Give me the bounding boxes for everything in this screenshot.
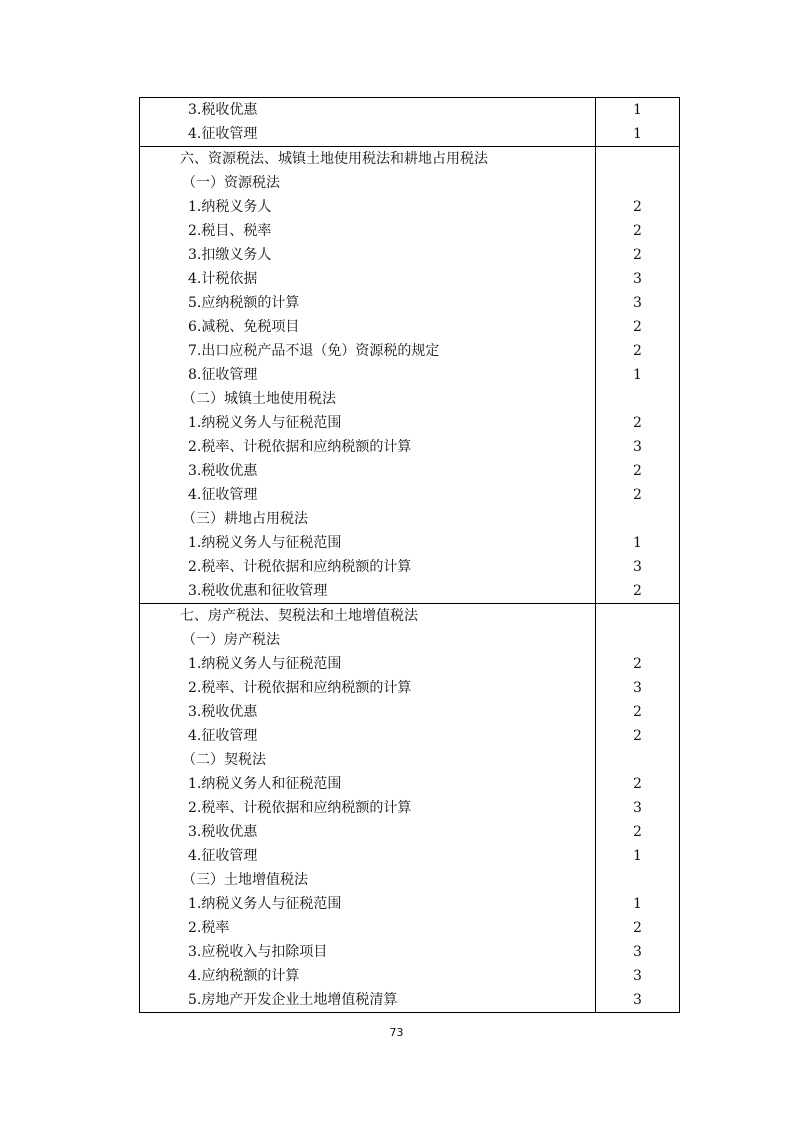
page-number: 73: [389, 1026, 404, 1039]
level-value: 2: [596, 820, 680, 844]
table-row: [140, 411, 680, 435]
item-label: 3.税收优惠: [140, 700, 596, 724]
table-row: [140, 988, 680, 1013]
section-heading: （一）房产税法: [140, 628, 596, 652]
item-label: 6.减税、免税项目: [140, 315, 596, 339]
item-label: 3.税收优惠和征收管理: [140, 579, 596, 604]
item-label: 5.房地产开发企业土地增值税清算: [140, 988, 596, 1013]
level-value: 3: [596, 435, 680, 459]
level-value: 3: [596, 796, 680, 820]
item-label: 4.征收管理: [140, 724, 596, 748]
level-value: [596, 868, 680, 892]
level-value: [596, 147, 680, 172]
item-label: 3.税收优惠: [140, 820, 596, 844]
level-value: 3: [596, 988, 680, 1013]
table-row: [140, 748, 680, 772]
table-row: [140, 868, 680, 892]
level-value: 2: [596, 700, 680, 724]
item-label: 1.纳税义务人和征税范围: [140, 772, 596, 796]
level-value: 2: [596, 652, 680, 676]
table-row: [140, 147, 680, 172]
table-row: [140, 315, 680, 339]
level-value: 2: [596, 243, 680, 267]
item-label: 1.纳税义务人与征税范围: [140, 652, 596, 676]
syllabus-table: [139, 97, 680, 1013]
table-row: [140, 507, 680, 531]
level-value: [596, 604, 680, 629]
item-label: 3.应税收入与扣除项目: [140, 940, 596, 964]
syllabus-table-body: [140, 98, 680, 1013]
item-label: 2.税率、计税依据和应纳税额的计算: [140, 555, 596, 579]
table-row: [140, 676, 680, 700]
item-label: 2.税目、税率: [140, 219, 596, 243]
item-label: 7.出口应税产品不退（免）资源税的规定: [140, 339, 596, 363]
table-row: [140, 940, 680, 964]
level-value: 2: [596, 459, 680, 483]
level-value: [596, 387, 680, 411]
table-row: [140, 892, 680, 916]
table-row: [140, 820, 680, 844]
level-value: 3: [596, 940, 680, 964]
table-row: [140, 243, 680, 267]
table-row: [140, 435, 680, 459]
level-value: [596, 171, 680, 195]
level-value: 2: [596, 724, 680, 748]
table-row: [140, 459, 680, 483]
level-value: 3: [596, 676, 680, 700]
item-label: 4.应纳税额的计算: [140, 964, 596, 988]
table-row: [140, 700, 680, 724]
level-value: [596, 748, 680, 772]
chapter-heading: 七、房产税法、契税法和土地增值税法: [140, 604, 596, 629]
table-row: [140, 267, 680, 291]
level-value: 2: [596, 916, 680, 940]
table-row: [140, 219, 680, 243]
level-value: 3: [596, 555, 680, 579]
table-row: [140, 363, 680, 387]
table-row: [140, 531, 680, 555]
item-label: 4.征收管理: [140, 844, 596, 868]
level-value: 3: [596, 267, 680, 291]
item-label: 2.税率、计税依据和应纳税额的计算: [140, 435, 596, 459]
item-label: 4.计税依据: [140, 267, 596, 291]
level-value: [596, 507, 680, 531]
level-value: 1: [596, 531, 680, 555]
item-label: 8.征收管理: [140, 363, 596, 387]
table-row: [140, 604, 680, 629]
level-value: 2: [596, 483, 680, 507]
item-label: 1.纳税义务人与征税范围: [140, 892, 596, 916]
level-value: 1: [596, 844, 680, 868]
level-value: 2: [596, 195, 680, 219]
table-row: [140, 171, 680, 195]
table-row: [140, 628, 680, 652]
item-label: 3.扣缴义务人: [140, 243, 596, 267]
table-row: [140, 555, 680, 579]
chapter-heading: 六、资源税法、城镇土地使用税法和耕地占用税法: [140, 147, 596, 172]
item-label: 1.纳税义务人与征税范围: [140, 531, 596, 555]
level-value: 1: [596, 122, 680, 147]
item-label: 3.税收优惠: [140, 98, 596, 123]
table-row: [140, 195, 680, 219]
level-value: 2: [596, 339, 680, 363]
item-label: 5.应纳税额的计算: [140, 291, 596, 315]
table-row: [140, 772, 680, 796]
level-value: 3: [596, 291, 680, 315]
table-row: [140, 724, 680, 748]
level-value: 1: [596, 98, 680, 123]
level-value: 2: [596, 219, 680, 243]
level-value: [596, 628, 680, 652]
table-row: [140, 98, 680, 123]
item-label: 4.征收管理: [140, 122, 596, 147]
item-label: 2.税率、计税依据和应纳税额的计算: [140, 676, 596, 700]
table-row: [140, 652, 680, 676]
item-label: 2.税率、计税依据和应纳税额的计算: [140, 796, 596, 820]
table-row: [140, 387, 680, 411]
section-heading: （一）资源税法: [140, 171, 596, 195]
level-value: 2: [596, 772, 680, 796]
level-value: 1: [596, 363, 680, 387]
item-label: 1.纳税义务人: [140, 195, 596, 219]
level-value: 2: [596, 579, 680, 604]
section-heading: （二）城镇土地使用税法: [140, 387, 596, 411]
level-value: 3: [596, 964, 680, 988]
item-label: 3.税收优惠: [140, 459, 596, 483]
item-label: 2.税率: [140, 916, 596, 940]
table-row: [140, 579, 680, 604]
section-heading: （二）契税法: [140, 748, 596, 772]
table-row: [140, 796, 680, 820]
level-value: 1: [596, 892, 680, 916]
table-row: [140, 291, 680, 315]
level-value: 2: [596, 315, 680, 339]
table-row: [140, 122, 680, 147]
section-heading: （三）耕地占用税法: [140, 507, 596, 531]
table-row: [140, 916, 680, 940]
table-row: [140, 844, 680, 868]
section-heading: （三）土地增值税法: [140, 868, 596, 892]
table-row: [140, 964, 680, 988]
item-label: 1.纳税义务人与征税范围: [140, 411, 596, 435]
table-row: [140, 339, 680, 363]
item-label: 4.征收管理: [140, 483, 596, 507]
table-row: [140, 483, 680, 507]
level-value: 2: [596, 411, 680, 435]
